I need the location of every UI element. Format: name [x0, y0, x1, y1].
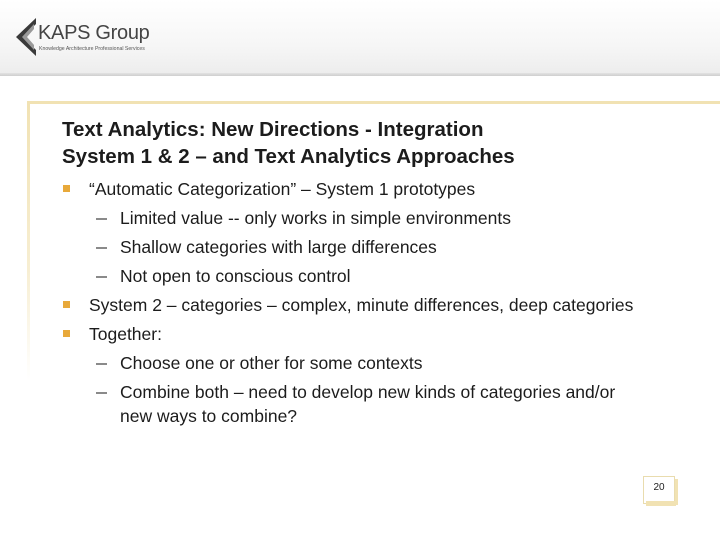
dash-bullet-icon: [96, 392, 107, 394]
sub-bullet-text: Choose one or other for some contexts: [120, 353, 423, 373]
frame-top-accent: [27, 101, 720, 104]
sub-bullet-item: [0, 351, 640, 375]
bullet-item: [0, 293, 649, 317]
slide-title-line-1: Text Analytics: New Directions - Integration: [62, 118, 484, 141]
sub-bullet-item: [0, 264, 640, 288]
logo-name: KAPS Group: [38, 22, 150, 44]
bullet-text: “Automatic Categorization” – System 1 prototypes: [89, 179, 476, 199]
slide-title: [62, 116, 702, 170]
header-band: [0, 0, 720, 76]
sub-bullet-text: Shallow categories with large differences: [120, 237, 437, 257]
sub-bullet-item: [0, 235, 640, 259]
bullet-item: [0, 177, 649, 201]
sub-bullet-text: Not open to conscious control: [120, 266, 351, 286]
square-bullet-icon: [63, 185, 70, 192]
square-bullet-icon: [63, 330, 70, 337]
bullet-text: Together:: [89, 324, 162, 344]
logo-tagline: Knowledge Architecture Professional Services: [39, 46, 145, 52]
dash-bullet-icon: [96, 247, 107, 249]
page-number: 20: [653, 482, 665, 493]
sub-bullet-item: [0, 380, 640, 428]
bullet-item: [0, 322, 649, 346]
dash-bullet-icon: [96, 363, 107, 365]
kaps-group-logo: [12, 16, 152, 58]
bullet-list: [0, 177, 720, 428]
sub-bullet-item: [0, 206, 640, 230]
page-number-box: [643, 476, 675, 504]
square-bullet-icon: [63, 301, 70, 308]
dash-bullet-icon: [96, 276, 107, 278]
slide-title-line-2: System 1 & 2 – and Text Analytics Approaches: [62, 145, 515, 168]
bullet-text: System 2 – categories – complex, minute differences, deep categories: [89, 295, 634, 315]
sub-bullet-text: Limited value -- only works in simple environments: [120, 208, 511, 228]
dash-bullet-icon: [96, 218, 107, 220]
kaps-arrow-icon: [12, 16, 40, 58]
sub-bullet-text: Combine both – need to develop new kinds of categories and/or new ways to combine?: [120, 382, 616, 426]
